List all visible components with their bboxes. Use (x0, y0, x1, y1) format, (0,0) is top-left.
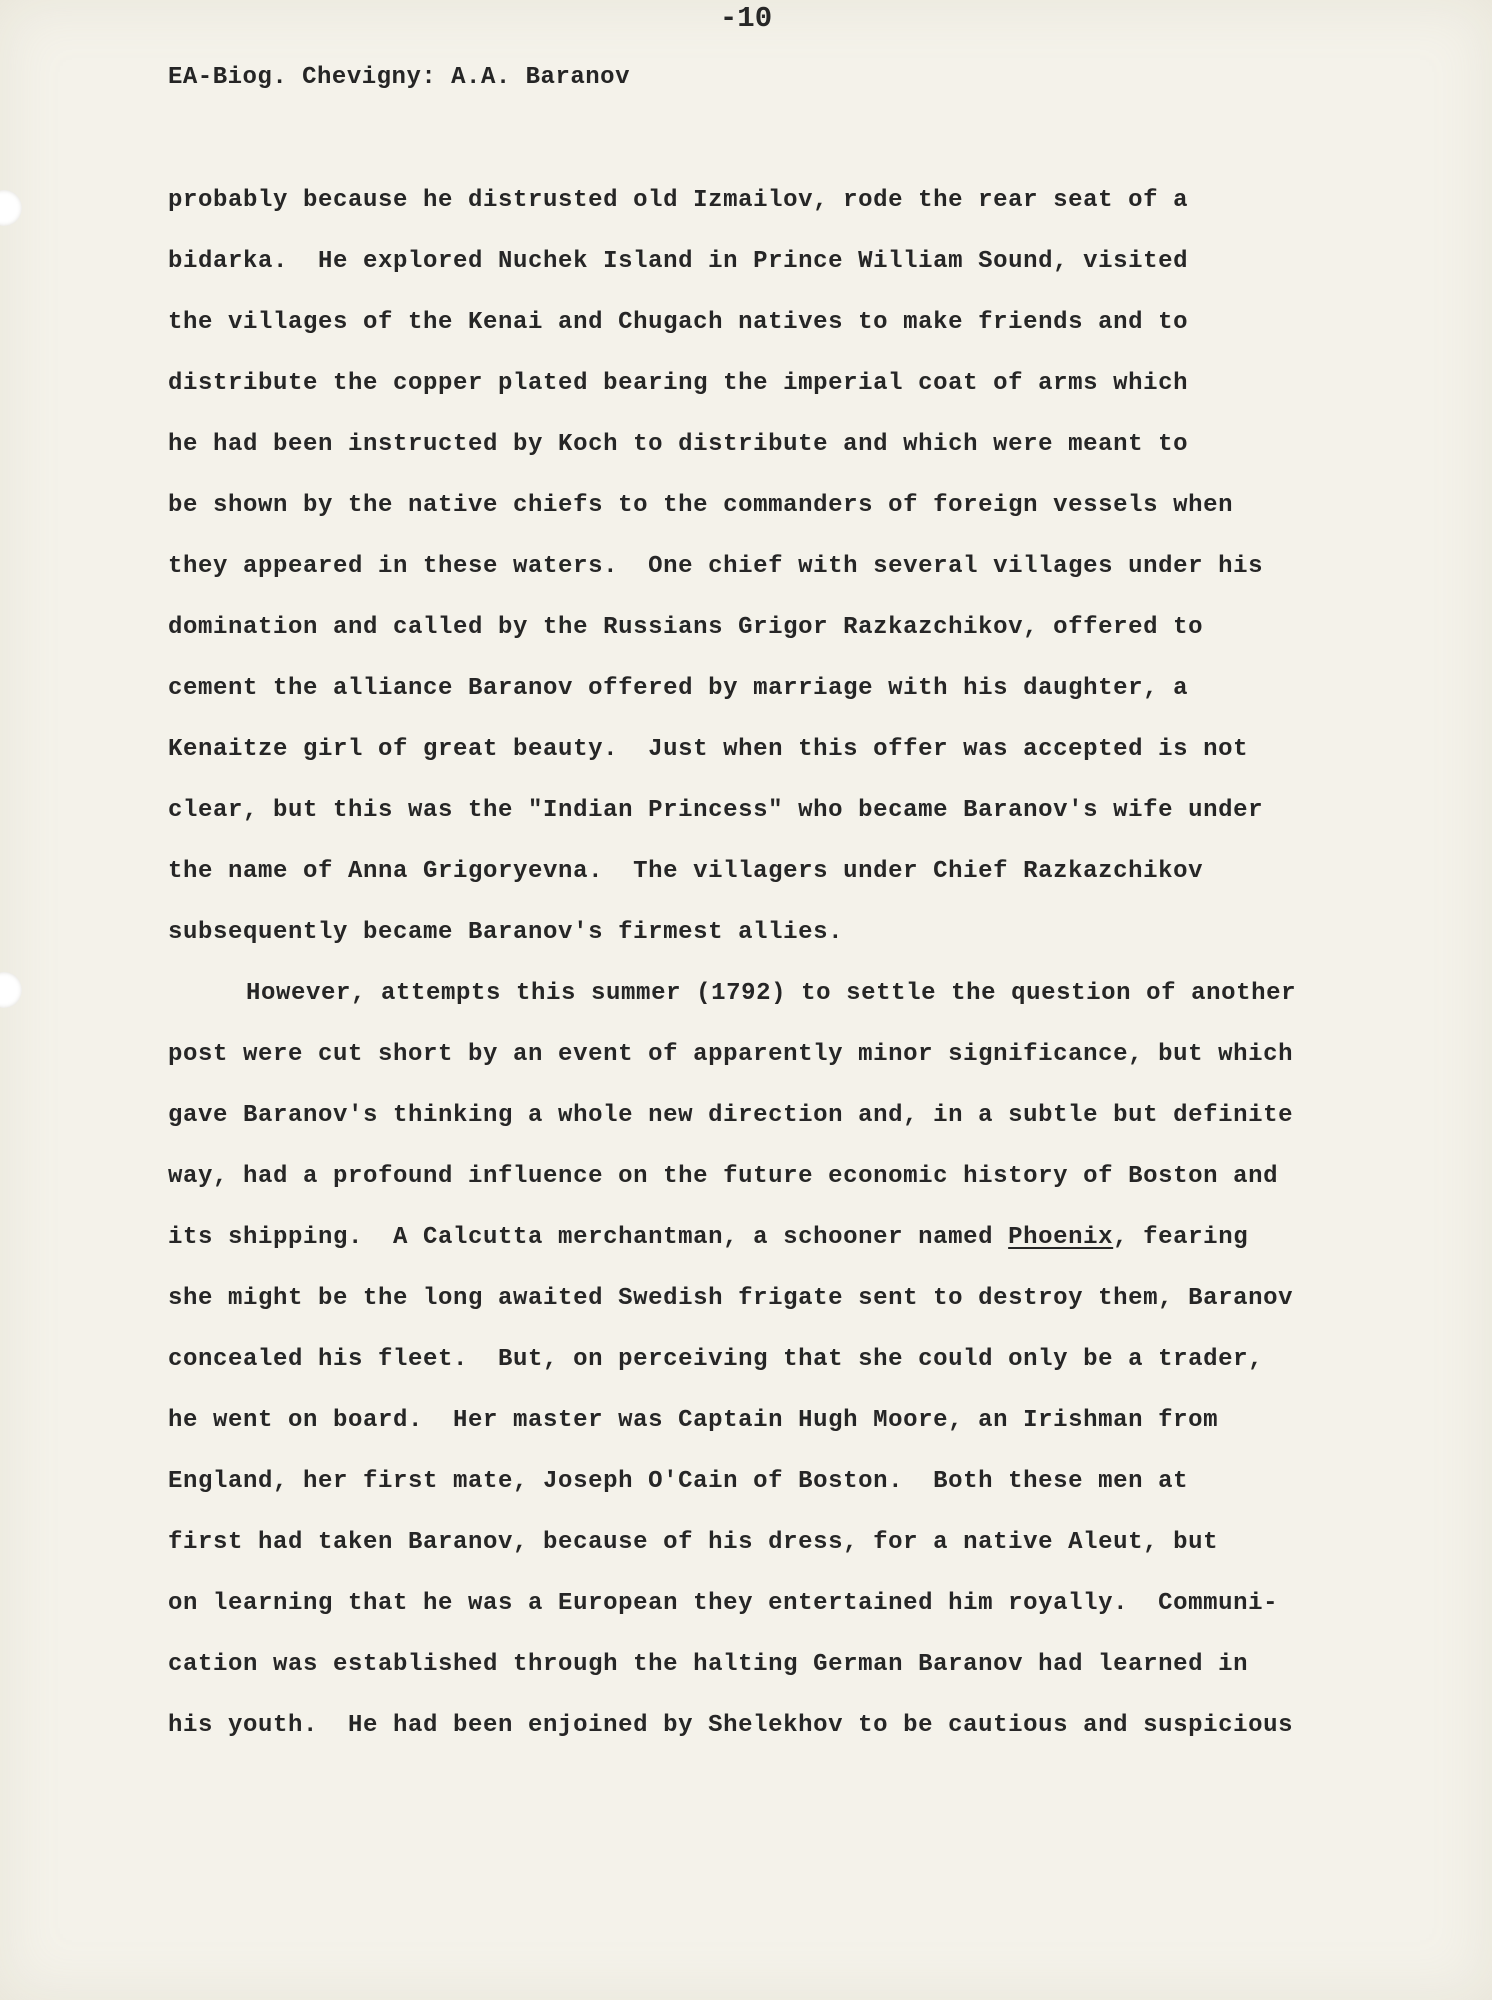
text-line: he had been instructed by Koch to distribute and which were meant to (168, 431, 1189, 458)
punch-hole-middle (0, 972, 22, 1008)
text-line: England, her first mate, Joseph O'Cain of Boston. Both these men at (168, 1468, 1189, 1495)
text-line: gave Baranov's thinking a whole new direction and, in a subtle but definite (168, 1102, 1294, 1129)
document-header: EA-Biog. Chevigny: A.A. Baranov (168, 64, 630, 91)
text-line: Kenaitze girl of great beauty. Just when this offer was accepted is not (168, 736, 1249, 763)
text-line: domination and called by the Russians Grigor Razkazchikov, offered to (168, 614, 1204, 641)
page-number: -10 (719, 2, 773, 35)
text-line: cement the alliance Baranov offered by marriage with his daughter, a (168, 675, 1189, 702)
text-line: she might be the long awaited Swedish frigate sent to destroy them, Baranov (168, 1285, 1294, 1312)
text-line: the villages of the Kenai and Chugach natives to make friends and to (168, 309, 1189, 336)
text-line: they appeared in these waters. One chief with several villages under his (168, 553, 1264, 580)
text-line: probably because he distrusted old Izmailov, rode the rear seat of a (168, 187, 1189, 214)
body-text (168, 181, 1328, 1767)
text-line: be shown by the native chiefs to the commanders of foreign vessels when (168, 492, 1234, 519)
text-line: the name of Anna Grigoryevna. The villagers under Chief Razkazchikov (168, 858, 1204, 885)
text-line: bidarka. He explored Nuchek Island in Prince William Sound, visited (168, 248, 1189, 275)
text-line: post were cut short by an event of apparently minor significance, but which (168, 1041, 1294, 1068)
punch-hole-top (0, 190, 22, 226)
text-line: subsequently became Baranov's firmest allies. (168, 919, 844, 946)
text-line: on learning that he was a European they entertained him royally. Communi- (168, 1590, 1279, 1617)
text-line: way, had a profound influence on the future economic history of Boston and (168, 1163, 1279, 1190)
text-line: cation was established through the halting German Baranov had learned in (168, 1651, 1249, 1678)
text-line: distribute the copper plated bearing the imperial coat of arms which (168, 370, 1189, 397)
underlined-ship-name: Phoenix (1008, 1224, 1114, 1251)
text-line-with-underline: its shipping. A Calcutta merchantman, a schooner named Phoenix, fearing (168, 1224, 1249, 1251)
text-line: However, attempts this summer (1792) to settle the question of another (246, 980, 1297, 1007)
text-line: clear, but this was the "Indian Princess" who became Baranov's wife under (168, 797, 1264, 824)
text-line: concealed his fleet. But, on perceiving that she could only be a trader, (168, 1346, 1264, 1373)
text-line: he went on board. Her master was Captain Hugh Moore, an Irishman from (168, 1407, 1219, 1434)
text-line: his youth. He had been enjoined by Shelekhov to be cautious and suspicious (168, 1712, 1294, 1739)
text-line: first had taken Baranov, because of his dress, for a native Aleut, but (168, 1529, 1219, 1556)
